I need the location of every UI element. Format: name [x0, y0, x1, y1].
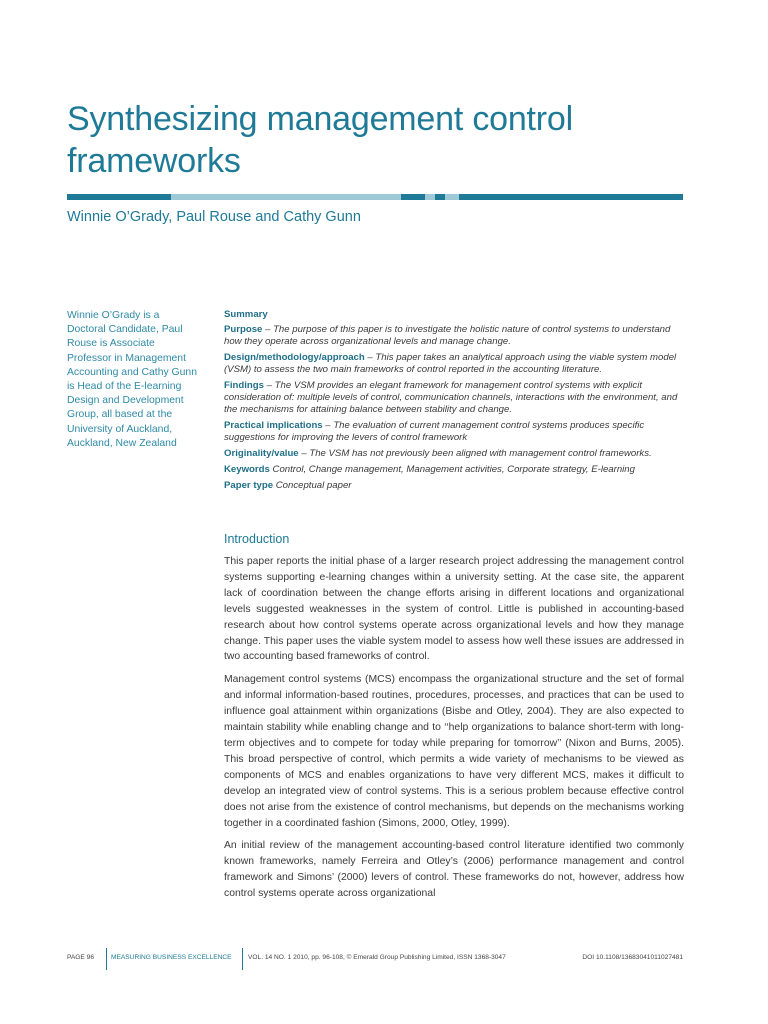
summary-key: Design/methodology/approach	[224, 352, 365, 363]
doi: DOI 10.1108/13683041011027481	[582, 954, 683, 961]
summary-value: The VSM provides an elegant framework for management control systems with explicit consideration of: multiple levels of control, communication channels, interactions with the environment, and the mechanisms for attaining balance between stability and change.	[224, 380, 678, 415]
summary-keywords	[224, 464, 684, 476]
rule-segment	[459, 194, 683, 200]
summary-practical-implications	[224, 420, 684, 444]
summary-key: Purpose	[224, 324, 263, 335]
summary-design	[224, 352, 684, 376]
footer-divider	[106, 948, 107, 970]
body-paragraph: This paper reports the initial phase of a larger research project addressing the management control systems supporting e-learning changes within a university setting. At the case site, the apparent lack of coordination between the change efforts arising in different locations and organizational levels suggested weaknesses in the system of control. Little is published in accounting-based research about how control systems operate across organizational levels and how they manage change. This paper uses the viable system model to assess how well these issues are addressed in two accounting based frameworks of control.	[224, 556, 684, 663]
author-bio-sidebar: Winnie O’Grady is a Doctoral Candidate, Paul Rouse is Associate Professor in Management Accounting and Cathy Gunn is Head of the E-learning Design and Development Group, all based at the University of Auckland, Auckland, New Zealand	[67, 310, 197, 449]
summary-key: Paper type	[224, 480, 274, 491]
body-paragraph: Management control systems (MCS) encompass the organizational structure and the set of formal and informal information-based routines, procedures, processes, and practices that can be used to influence goal attainment within organizations (Bisbe and Otley, 2004). They are also expected to maintain stability while enabling change and to ‘‘help organizations to balance short-term with long-term objectives and to compete for today while preparing for tomorrow’’ (Nixon and Burns, 2005). This broad perspective of control, which permits a wide variety of mechanisms to be viewed as components of MCS and enables organizations to have very different MCS, makes it difficult to develop an integrated view of control systems. This is a serious problem because effective control does not arise from the existence of control mechanisms, but depends on the mechanisms working together in a coordinated fashion (Simons, 2000, Otley, 1999).	[224, 674, 684, 829]
summary-sep: –	[322, 420, 334, 431]
summary-key: Practical implications	[224, 420, 323, 431]
section-heading-introduction: Introduction	[224, 532, 290, 546]
title-rule	[67, 194, 683, 200]
summary-key: Keywords	[224, 464, 270, 475]
summary-sep: –	[364, 352, 376, 363]
summary-key: Findings	[224, 380, 264, 391]
summary-findings	[224, 380, 684, 416]
summary-paper-type	[224, 480, 684, 492]
summary-heading: Summary	[224, 309, 268, 320]
rule-segment	[445, 194, 459, 200]
article-title: Synthesizing management control frameworks	[67, 100, 573, 180]
summary-sep: –	[262, 324, 274, 335]
summary-value: Conceptual paper	[275, 480, 352, 491]
body-paragraph: An initial review of the management accounting-based control literature identified two commonly known frameworks, namely Ferreira and Otley’s (2006) performance management and control framework and Simons’ (2000) levers of control. These frameworks do not, however, address how control systems operate across organizational	[224, 840, 684, 900]
summary-value: The purpose of this paper is to investigate the holistic nature of control systems to understand how they operate across organizational levels and manage change.	[224, 324, 671, 347]
summary-key: Originality/value	[224, 448, 299, 459]
body-text	[224, 554, 684, 909]
summary-sep: –	[298, 448, 310, 459]
rule-segment	[435, 194, 445, 200]
summary-value: Control, Change management, Management activities, Corporate strategy, E-learning	[272, 464, 635, 475]
journal-name: MEASURING BUSINESS EXCELLENCE	[111, 954, 232, 961]
summary-value: This paper takes an analytical approach using the viable system model (VSM) to assess the two main frameworks of control reported in the accounting literature.	[224, 352, 677, 375]
rule-segment	[171, 194, 401, 200]
page-number: PAGE 96	[67, 954, 94, 961]
summary-purpose	[224, 324, 684, 348]
footer-divider	[242, 948, 243, 970]
rule-segment	[401, 194, 425, 200]
summary-originality	[224, 448, 684, 460]
rule-segment	[67, 194, 171, 200]
rule-segment	[425, 194, 435, 200]
summary-sep: –	[263, 380, 275, 391]
page-footer	[67, 948, 683, 968]
summary-value: The evaluation of current management control systems produces specific suggestions for improving the levers of control framework	[224, 420, 645, 443]
summary-value: The VSM has not previously been aligned with management control frameworks.	[309, 448, 652, 459]
summary-box	[224, 309, 684, 496]
citation: VOL. 14 NO. 1 2010, pp. 96-108, © Emerald Group Publishing Limited, ISSN 1368-3047	[248, 954, 506, 961]
authors: Winnie O’Grady, Paul Rouse and Cathy Gunn	[67, 209, 361, 225]
